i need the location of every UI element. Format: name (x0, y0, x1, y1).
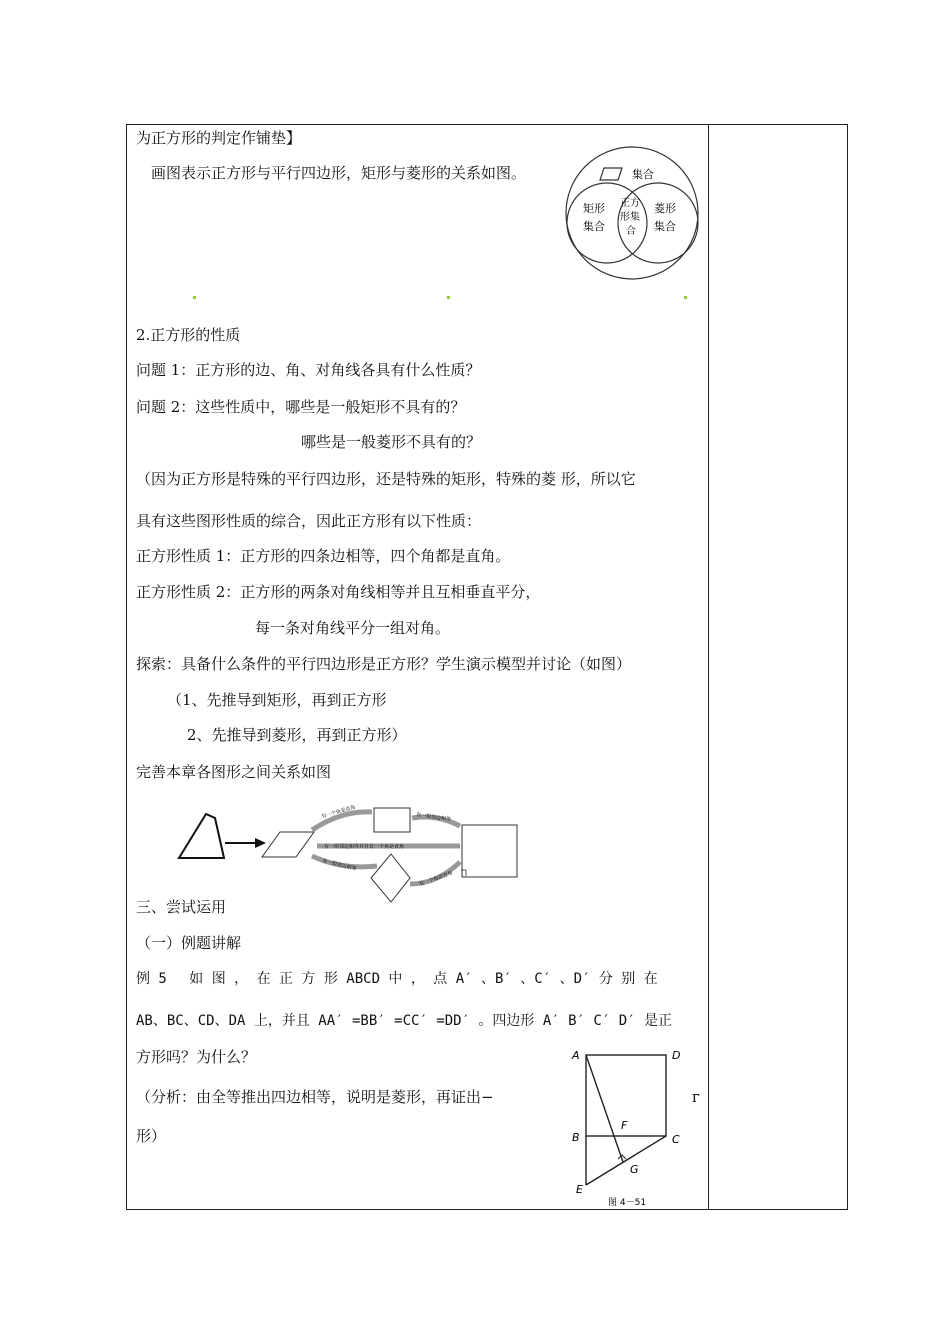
example-line: AB、BC、CD、DA 上，并且 AA′ =BB′ =CC′ =DD′ 。四边形 A′ B′ C′ D′ 是正 (136, 1013, 673, 1029)
table-column-divider (708, 124, 709, 1210)
text-line: （1、先推导到矩形，再到正方形 (167, 691, 387, 709)
text-line: 问题 2：这些性质中，哪些是一般矩形不具有的？ (136, 398, 466, 416)
arrow-label: 有一组邻边相等并且有一个角是直角 (324, 844, 405, 850)
rectangle-set-circle (567, 183, 647, 263)
square-shape (462, 825, 517, 877)
point-label: F (621, 1119, 628, 1132)
text-line: 问题 1：正方形的边、角、对角线各具有什么性质？ (136, 361, 481, 379)
arrow-head (255, 838, 266, 848)
text-line: 哪些是一般菱形不具有的？ (301, 433, 482, 451)
point-label: C (672, 1133, 680, 1146)
text-line: 为正方形的判定作铺垫】 (136, 129, 302, 147)
example-line: 例 5 如 图 ， 在 正 方 形 ABCD 中 ， 点 A′ 、B′ 、C′ 、D′ 分 别 在 (136, 971, 658, 987)
text-line: （因为正方形是特殊的平行四边形，还是特殊的矩形，特殊的菱 形，所以它 (136, 470, 636, 488)
arrow-label: 有一个角是直角 (418, 870, 454, 888)
point-label: B (572, 1131, 580, 1144)
text-line: 正方形性质 1：正方形的四条边相等，四个角都是直角。 (136, 547, 511, 565)
venn-rhombus-label-2: 集合 (654, 220, 676, 233)
geometry-figure (566, 1045, 700, 1210)
text-line: 画图表示正方形与平行四边形，矩形与菱形的关系如图。 (151, 164, 527, 182)
text-line: 2.正方形的性质 (136, 326, 241, 344)
decor-dot (193, 296, 196, 299)
text-line: 具有这些图形性质的综合，因此正方形有以下性质： (136, 512, 482, 530)
text-line: 每一条对角线平分一组对角。 (255, 619, 451, 637)
point-label: D (672, 1049, 681, 1062)
venn-center-label-2: 形集 (620, 212, 640, 223)
rectangle-shape (374, 808, 410, 832)
text-line: 正方形性质 2：正方形的两条对角线相等并且互相垂直平分， (136, 583, 541, 601)
venn-rhombus-label-1: 菱形 (654, 202, 676, 215)
section-heading: 三、尝试运用 (136, 898, 227, 916)
rhombus-shape (371, 854, 410, 902)
figure-caption: 图 4－51 (608, 1198, 647, 1208)
decor-dot (684, 296, 687, 299)
example-line: 方形吗？为什么？ (136, 1048, 257, 1066)
venn-rect-label-2: 集合 (583, 220, 605, 233)
parallelogram-icon (600, 168, 622, 180)
segment-ec (586, 1136, 666, 1185)
subsection-heading: （一）例题讲解 (136, 934, 242, 952)
venn-top-label: 集合 (632, 168, 654, 181)
text-line: 完善本章各图形之间关系如图 (136, 763, 332, 781)
decor-dot (447, 296, 450, 299)
segment-ag (586, 1055, 623, 1162)
analysis-line-tail: г (692, 1088, 700, 1106)
point-label: G (630, 1163, 639, 1176)
venn-center-label-1: 正方 (620, 198, 640, 209)
analysis-line: 形） (136, 1127, 167, 1145)
text-line: 探索：具备什么条件的平行四边形是正方形？学生演示模型并讨论（如图） (136, 655, 632, 673)
analysis-line: （分析：由全等推出四边相等，说明是菱形，再证出− (136, 1088, 494, 1106)
point-label: A (572, 1049, 580, 1062)
arrow-label: 有一个角是直角 (320, 804, 357, 820)
quadrilateral-shape (179, 814, 224, 858)
arrow-label: 有一组邻边相等 (321, 858, 357, 873)
text-line: 2、先推导到菱形，再到正方形） (187, 726, 407, 744)
venn-center-label-3: 合 (626, 226, 636, 237)
parallelogram-shape (262, 832, 314, 857)
venn-diagram (562, 144, 704, 286)
venn-rect-label-1: 矩形 (583, 202, 605, 215)
shape-relation-diagram (172, 800, 522, 905)
point-label: E (576, 1183, 583, 1196)
arrow-label: 有一组邻边相等 (415, 812, 452, 823)
